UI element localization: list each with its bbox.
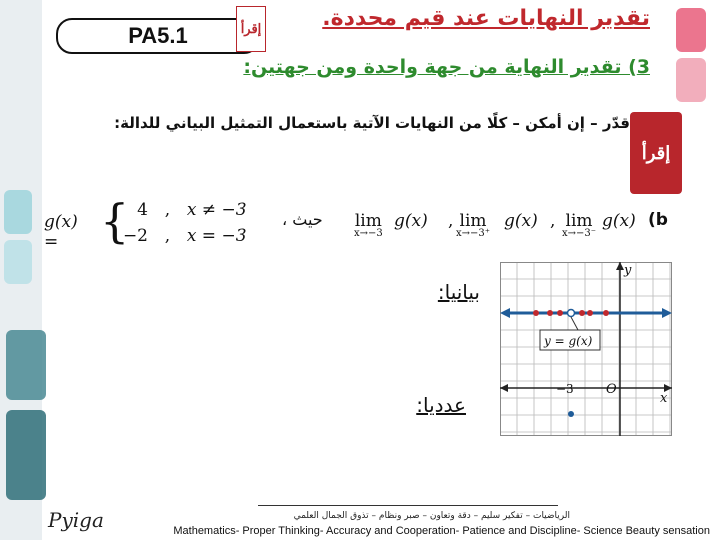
point-marker [557,310,563,316]
comma: , [550,211,556,231]
footer-arabic-motto: الرياضيات – تفكير سليم – دقة وتعاون – صبر ونظام – تذوق الجمال العلمي [293,511,570,521]
limit-operator: lim x→−3⁻ [562,211,597,239]
y-axis-arrow [616,262,624,270]
point-marker [547,310,553,316]
x-axis-label: x [660,391,668,406]
origin-label: O [606,382,617,397]
case-value: 4 [137,200,148,220]
limit-subscript: x→−3⁺ [456,228,491,239]
limit-expression: g(x) [504,211,538,231]
limit-operator: lim x→−3⁺ [456,211,491,239]
limit-operator: lim x→−3 [354,211,383,239]
side-tile [4,190,32,234]
point-marker [587,310,593,316]
where-word: ، حيث [282,210,323,229]
lesson-code: PA5.1 [128,23,188,48]
limit-expression: g(x) [602,211,636,231]
case-condition: x ≠ −3 [186,200,247,220]
tick-label: −3 [556,382,574,396]
isolated-point [568,411,574,417]
limit-expression: g(x) [394,211,428,231]
label-pointer [571,317,578,330]
instruction-text: قدّر – إن أمكن – كلًا من النهايات الآتية باستعمال التمثيل البياني للدالة: [114,114,630,132]
footer-english-motto: Mathematics- Proper Thinking- Accuracy and Cooperation- Patience and Discipline- Science Beauty sensation [173,525,710,537]
x-axis-arrow-left [500,384,508,392]
side-tile [6,330,46,400]
y-axis-label: y [624,263,632,278]
comma: , [448,211,454,231]
signature: Pyiga [48,508,104,532]
side-tile [676,8,706,52]
curve-label: y = g(x) [544,334,593,348]
lesson-code-box [56,18,260,54]
case-row [122,226,247,246]
line-arrow-left [500,308,510,318]
part-label: (b [648,210,668,230]
open-circle [568,310,575,317]
case-condition: x = −3 [186,226,247,246]
line-arrow-right [662,308,672,318]
side-tile [6,410,46,500]
limit-subscript: x→−3⁻ [562,228,597,239]
footer-divider [258,505,558,506]
numerically-label: عدديا: [416,393,466,417]
case-value: −2 [122,226,148,246]
side-tile [676,58,706,102]
function-name: g(x) = [44,212,78,252]
case-row [122,200,247,220]
case-separator: , [164,200,171,220]
logo-large: إقرأ [630,112,682,194]
graphically-label: بيانيا: [437,280,480,304]
point-marker [579,310,585,316]
point-marker [533,310,539,316]
brace-symbol: { [100,194,130,248]
limit-subscript: x→−3 [354,228,383,239]
section-subtitle: 3) تقدير النهاية من جهة واحدة ومن جهتين: [243,56,650,78]
side-tile [4,240,32,284]
case-separator: , [164,226,171,246]
page-title: تقدير النهايات عند قيم محددة. [322,6,650,31]
logo-small: إقرأ [236,6,266,52]
function-graph [500,262,672,436]
point-marker [603,310,609,316]
